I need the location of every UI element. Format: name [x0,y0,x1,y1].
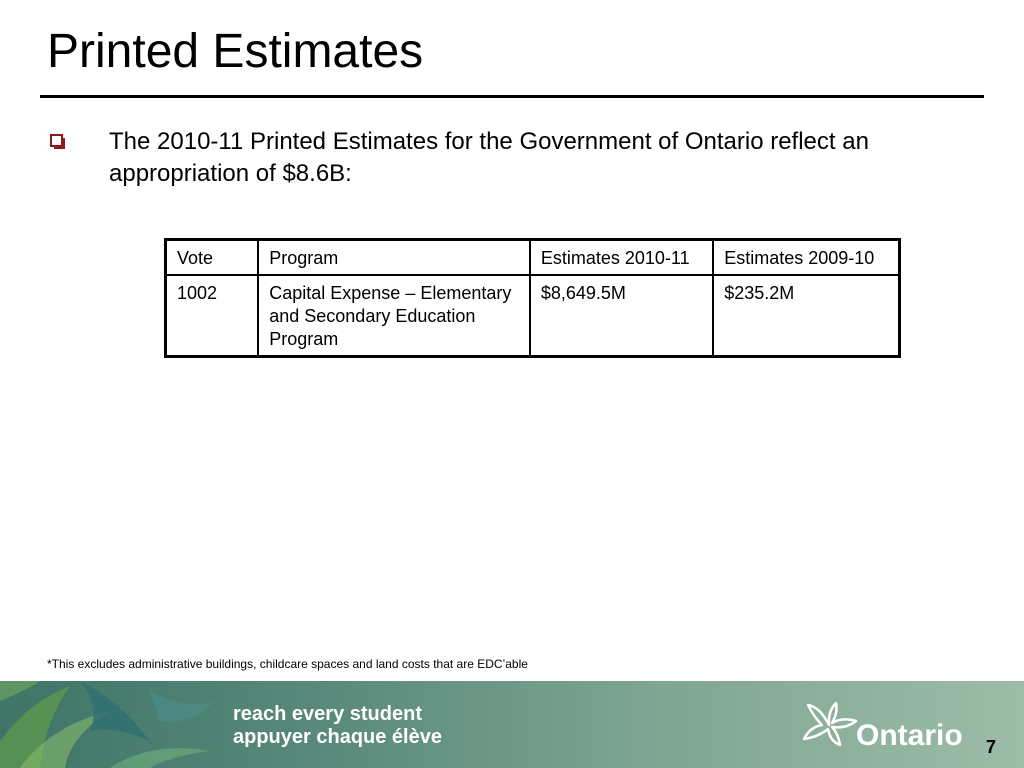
estimates-table [164,238,901,358]
cell-estimates-2009-10: $235.2M [713,275,899,357]
cell-vote: 1002 [166,275,259,357]
table-header-row [166,240,900,276]
footnote: *This excludes administrative buildings, childcare spaces and land costs that are EDC’able [47,657,528,671]
header-estimates-2010-11: Estimates 2010-11 [530,240,713,276]
table-row [166,275,900,357]
slide-title: Printed Estimates [47,25,424,78]
cell-estimates-2010-11: $8,649.5M [530,275,713,357]
cell-program: Capital Expense – Elementary and Secondary Education Program [258,275,530,357]
title-divider [40,95,984,98]
ontario-logo-text: Ontario [856,719,963,752]
trillium-icon [800,701,858,747]
bullet-text: The 2010-11 Printed Estimates for the Government of Ontario reflect an appropriation of $8.6B: [109,128,869,187]
header-estimates-2009-10: Estimates 2009-10 [713,240,899,276]
page-number: 7 [986,737,997,757]
tagline [233,703,442,749]
tagline-french: appuyer chaque élève [233,726,442,748]
header-program: Program [258,240,530,276]
checkbox-bullet-icon [50,134,63,147]
tagline-english: reach every student [233,703,422,725]
header-vote: Vote [166,240,259,276]
footer-banner [0,681,1024,768]
